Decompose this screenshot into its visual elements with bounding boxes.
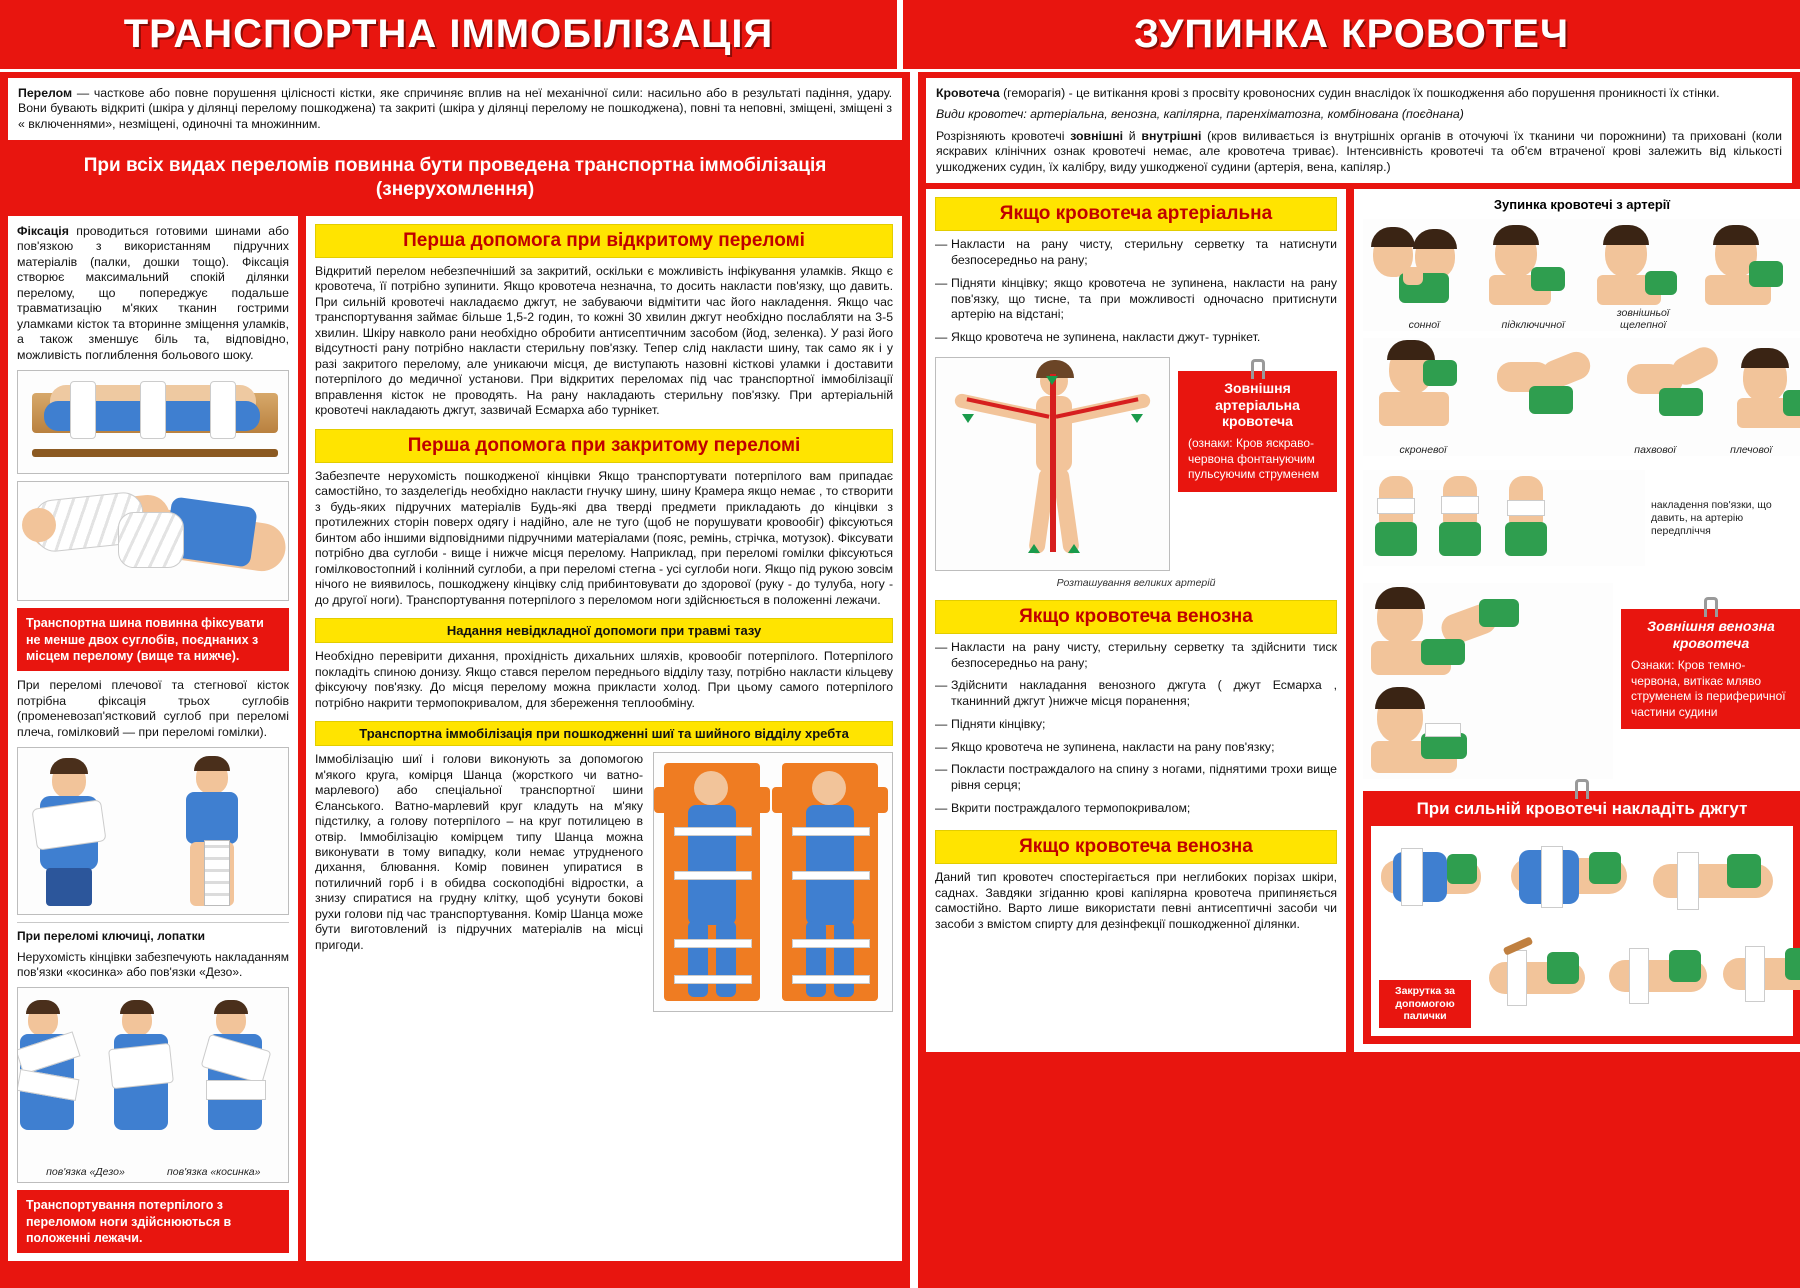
bleeding-types: Види кровотеч: артеріальна, венозна, капілярна, паренхіматозна, комбінована (поєднана) — [936, 107, 1464, 122]
caption-dezo: пов'язка «Дезо» — [46, 1166, 125, 1179]
bleeding-p2-a: Розрізняють кровотечі — [936, 128, 1071, 143]
title-venous-1: Якщо кровотеча венозна — [935, 600, 1337, 634]
list-item: — Накласти на рану чисту, стерильну серветку та натиснути безпосередньо на рану; — [935, 237, 1337, 268]
label-artery-subclavian: підключичної — [1501, 319, 1565, 332]
note-forearm-bandage: накладення пов'язки, що давить, на артерію передпліччя — [1651, 498, 1772, 537]
figure-spine-board — [653, 752, 893, 1012]
list-item: — Підняти кінцівку; — [935, 717, 1337, 733]
card-external-venous-text: Ознаки: Кров темно-червона, витікає мляво струменем із периферичної частини судини — [1631, 658, 1786, 719]
title-tourniquet: При сильній кровотечі накладіть джгут — [1416, 799, 1748, 819]
figure-venous-pressure — [1363, 583, 1613, 779]
list-item: — Покласти постраждалого на спину з ногами, піднятими трохи вище рівня серця; — [935, 762, 1337, 793]
label-artery-carotid: сонної — [1408, 319, 1440, 332]
figure-artery-row-1 — [1363, 219, 1800, 331]
caption-arteries: Розташування великих артерій — [1056, 576, 1216, 589]
title-stop-artery: Зупинка кровотечі з артерії — [1493, 197, 1671, 213]
text-closed-fracture: Забезпечте нерухомість пошкодженої кінцівки Якщо транспортувати потерпілого вам припадає самостійно, то зазделегідь необхідно накласти гнучку шину, шину Крамера якщо немає , то створити з будь-яких підручних матеріалів Будь-які два тверді предмети прикладають до кінцівки з протилежних сторін поверх одягу і надійно, але не туго (щоб не порушувати кровообіг) фіксуються бинтом або іншими відповідними підручними матеріалами (пояс, ремінь, стрічка, мотузок). Фіксувати потрібно два суглоби - вище і нижче місця перелому. Наприклад, при переломі гомілки фіксуються гомілковостопний і колінний суглоби, а при переломі стегна - усі суглоби ноги. Якщо під рукою зовсім нічого не виявилось, пошкоджену кінцівку слід прибинтовувати до здорової (руку - до тулуба, ногу - до другої ноги). Транспортування потерпілого з переломом ноги здійснюється в положенні лежачи. — [315, 468, 894, 607]
text-open-fracture: Відкритий перелом небезпечніший за закритий, оскільки є можливість інфікування уламків. Якщо є кровотеча, її потрібно зупинити. Якщо кровотеча незначна, то досить накласти пов'язку, що давить. При сильній кровотечі накладаємо джгут, не забуваючи відмітити час його накладення. Якщо час транспортування займає більше 1,5-2 годин, то кожні 30 хвилин джгут необхідно послабляти на 3-5 хвилин. Шкіру навколо рани необхідно обробити антисептичним засобом (йод, зеленка). У разі його відсутності рану потрібно накласти стерильну пов'язку. Тепер слід накласти шину, так само як і у разі закритого перелому, але уникаючи місця, де виступають назовні кісткові уламки і доставити потерпілого до медичної установи. При відкритих переломах під час транспортної іммобілізації вправлення кісток не проводять. На рану накладають стерильну пов'язку. При артеріальній кровотечі накладають джгут, зазвичай Есмарха або турнікет. — [315, 263, 894, 418]
text-pelvis-aid: Необхідно перевірити дихання, прохідність дихальних шляхів, кровообіг потерпілого. Потерпілого покладіть спиною донизу. Якщо стався перелом переднього відділу тазу, потрібно накласти кільцеву фіксуючу пов'язку. До місця перелому можна прикласти холод. При цьому самого потерпілого потрібно накрити термопокривалом, для збереження теплообміну. — [315, 649, 894, 710]
fracture-intro-lead: Перелом — [18, 86, 73, 100]
label-artery-temporal: скроневої — [1399, 444, 1447, 457]
title-venous-2: Якщо кровотеча венозна — [935, 830, 1337, 864]
card-external-arterial-title: Зовнішня артеріальна кровотеча — [1215, 379, 1300, 430]
bleeding-intro — [926, 78, 1792, 183]
bleeding-illustration-panel — [1354, 189, 1800, 1051]
header-title-right: ЗУПИНКА КРОВОТЕЧ — [1133, 12, 1570, 56]
caption-kosynka: пов'язка «косинка» — [167, 1166, 261, 1179]
kluch-title: При переломі ключиці, лопатки — [17, 929, 206, 943]
bleeding-p2-e: (кров виливається із внутрішніх органів в оточуючі їх тканини чи порожнини) та приховані (коли яскравих клінічних ознак кровотечі немає, але кровотеча триває). Інтенсивність кровотечі та об'єм втраченої крові залежить від кількості ушкоджених судин, їх калібру, виду ушкодженої судини (артерія, вена, капіляр.) — [936, 128, 1782, 174]
poster-header — [0, 0, 1800, 72]
note-stick-twist: Закрутка за допомогою палички — [1379, 980, 1471, 1028]
column-separator — [910, 72, 918, 1288]
list-item: — Вкрити постраждалого термопокривалом; — [935, 801, 1337, 817]
bleeding-p2-int: внутрішні — [1141, 128, 1202, 143]
label-artery-axillary: пахвової — [1634, 444, 1676, 457]
panel-tourniquet — [1363, 791, 1800, 1043]
list-item: — Здійснити накладання венозного джгута ( джут Есмарха , тканинний джгут )нижче місця поранення; — [935, 678, 1337, 709]
card-external-arterial — [1178, 371, 1337, 492]
bleeding-main-area — [926, 189, 1792, 1051]
label-artery-facial: зовнішньої щелепної — [1616, 307, 1670, 332]
card-external-arterial-text: (ознаки: Кров яскраво-червона фонтануючим пульсуючим струменем — [1188, 436, 1320, 482]
figure-artery-map — [935, 357, 1170, 571]
figure-dezo-kosynka — [17, 987, 289, 1183]
figure-arm-leg-splints — [17, 747, 289, 915]
title-closed-fracture: Перша допомога при закритому переломі — [315, 429, 893, 463]
text-capillary: Даний тип кровотеч спостерігається при неглибоких порізах шкіри, саднах. Завдяки згіданню крові капілярна кровотеча припиняється самостійно. Варто лише використати певні антисептичні засоби чи засоби з вмістом спирту для дезінфекції пошкодженної ділянки. — [935, 870, 1337, 931]
bleeding-intro-lead: Кровотеча — [936, 86, 1000, 100]
figure-artery-row-2 — [1363, 338, 1800, 456]
title-open-fracture: Перша допомога при відкритому переломі — [315, 224, 893, 258]
title-pelvis-aid: Надання невідкладної допомоги при травмі тазу — [315, 618, 893, 643]
bleeding-p2-c: й — [1123, 128, 1142, 143]
clip-icon — [1704, 597, 1718, 617]
list-item: — Якщо кровотеча не зупинена, накласти джут- турнікет. — [935, 330, 1337, 346]
bleeding-p2-ext: зовнішні — [1070, 128, 1124, 143]
fixation-lead: Фіксація — [17, 223, 69, 238]
fixation-text: проводиться готовими шинами або пов'язкою з використанням підручних матеріалів (палки, дошки тощо). Фіксація створює максимальний спокій ділянки перелому, що попереджує подальше травматизацію м'яких тканин гострими уламками кісток та вторинне зміщення уламків, а також зменшує біль та, відповідно, можливість поглиблення больового шоку. — [17, 223, 289, 362]
note-transport-lying: Транспортування потерпілого з переломом ноги здійснюються в положенні лежачи. — [17, 1190, 289, 1253]
list-item: — Підняти кінцівку; якщо кровотеча не зупинена, накласти на рану пов'язку, що тисне, та при можливості одночасно притиснути артерію на відстані; — [935, 276, 1337, 323]
card-external-venous-title: Зовнішня венозна кровотеча — [1647, 618, 1775, 652]
text-neck-immobilization: Іммобілізацію шиї і голови виконують за допомогою м'якого круга, комірця Шанца (жорсткого чи ватно-марлевого) або спеціальної транспортної шини Єланського. Ватно-марлевий круг кладуть на м'яку підстилку, а голову потерпілого – на круг потилицею в отвір. Іммобілізацію комірцем типу Шанца можна виконувати в тому випадку, коли немає утрудненого дихання, блювання. Комір повинен упиратися в потиличний горб і в обидва соскоподібні відростки, а знизу спиратися на грудну клітку, щоб усунути бокові рухи голови під час транспортування. Комір Шанца може бути виготовлений із підручних матеріалів на місці пригоди. — [315, 752, 644, 952]
bleeding-text-panel — [926, 189, 1346, 1051]
column-immobilization — [0, 72, 910, 1288]
label-artery-brachial: плечової — [1730, 444, 1772, 457]
immobilization-banner: При всіх видах переломів повинна бути проведена транспортна іммобілізація (знерухомлення) — [8, 146, 902, 210]
note-splint-two-joints: Транспортна шина повинна фіксувати не менше двох суглобів, поєднаних з місцем перелому (вище та нижче). — [17, 608, 289, 671]
kluch-text: Нерухомість кінцівки забезпечують накладанням пов'язки «косинка» або пов'язки «Дезо». — [17, 950, 289, 980]
fracture-intro-text: — часткове або повне порушення цілісності кістки, яке спричиняє вплив на неї механічної сили: насильно або в результаті падіння, удару. Вони бувають відкриті (шкіра у ділянці перелому пошкоджена) та закриті (шкіра у ділянці перелому не пошкоджена), повні та неповні, зміщені, зміщені з « включеннями», незміщені, одиночні та множинним. — [18, 86, 893, 131]
title-neck-immobilization: Транспортна іммобілізація при пошкодженні шиї та шийного відділу хребта — [315, 721, 893, 746]
first-aid-panel — [306, 216, 902, 1261]
column-bleeding — [918, 72, 1800, 1288]
figure-splint-board — [17, 370, 289, 474]
title-arterial: Якщо кровотеча артеріальна — [935, 197, 1337, 231]
list-venous — [935, 640, 1337, 817]
list-arterial — [935, 237, 1337, 345]
fixation-panel — [8, 216, 298, 1261]
fracture-intro — [8, 78, 902, 140]
note-three-joints: При переломі плечової та стегнової кісток потрібна фіксація трьох суглобів (променевозап'ястковий суглоб при переломі плеча, гомілковий — при переломі гомілки). — [17, 678, 289, 739]
figure-bandaged-leg — [17, 481, 289, 601]
figure-forearm-bandage — [1363, 470, 1645, 566]
header-title-left: ТРАНСПОРТНА ІММОБІЛІЗАЦІЯ — [123, 12, 774, 56]
figure-tourniquet-steps — [1371, 826, 1793, 1036]
clip-icon — [1575, 779, 1589, 799]
bleeding-intro-text: (геморагія) - це витікання крові з просвіту кровоносних судин внаслідок їх пошкодження або порушення проникності їх стінки. — [999, 86, 1720, 100]
list-item: — Якщо кровотеча не зупинена, накласти на рану пов'язку; — [935, 740, 1337, 756]
list-item: — Накласти на рану чисту, стерильну серветку та здійснити тиск безпосередньо на рану; — [935, 640, 1337, 671]
clip-icon — [1251, 359, 1265, 379]
card-external-venous — [1621, 609, 1800, 729]
poster-body — [0, 72, 1800, 1288]
left-main-area — [8, 216, 902, 1261]
